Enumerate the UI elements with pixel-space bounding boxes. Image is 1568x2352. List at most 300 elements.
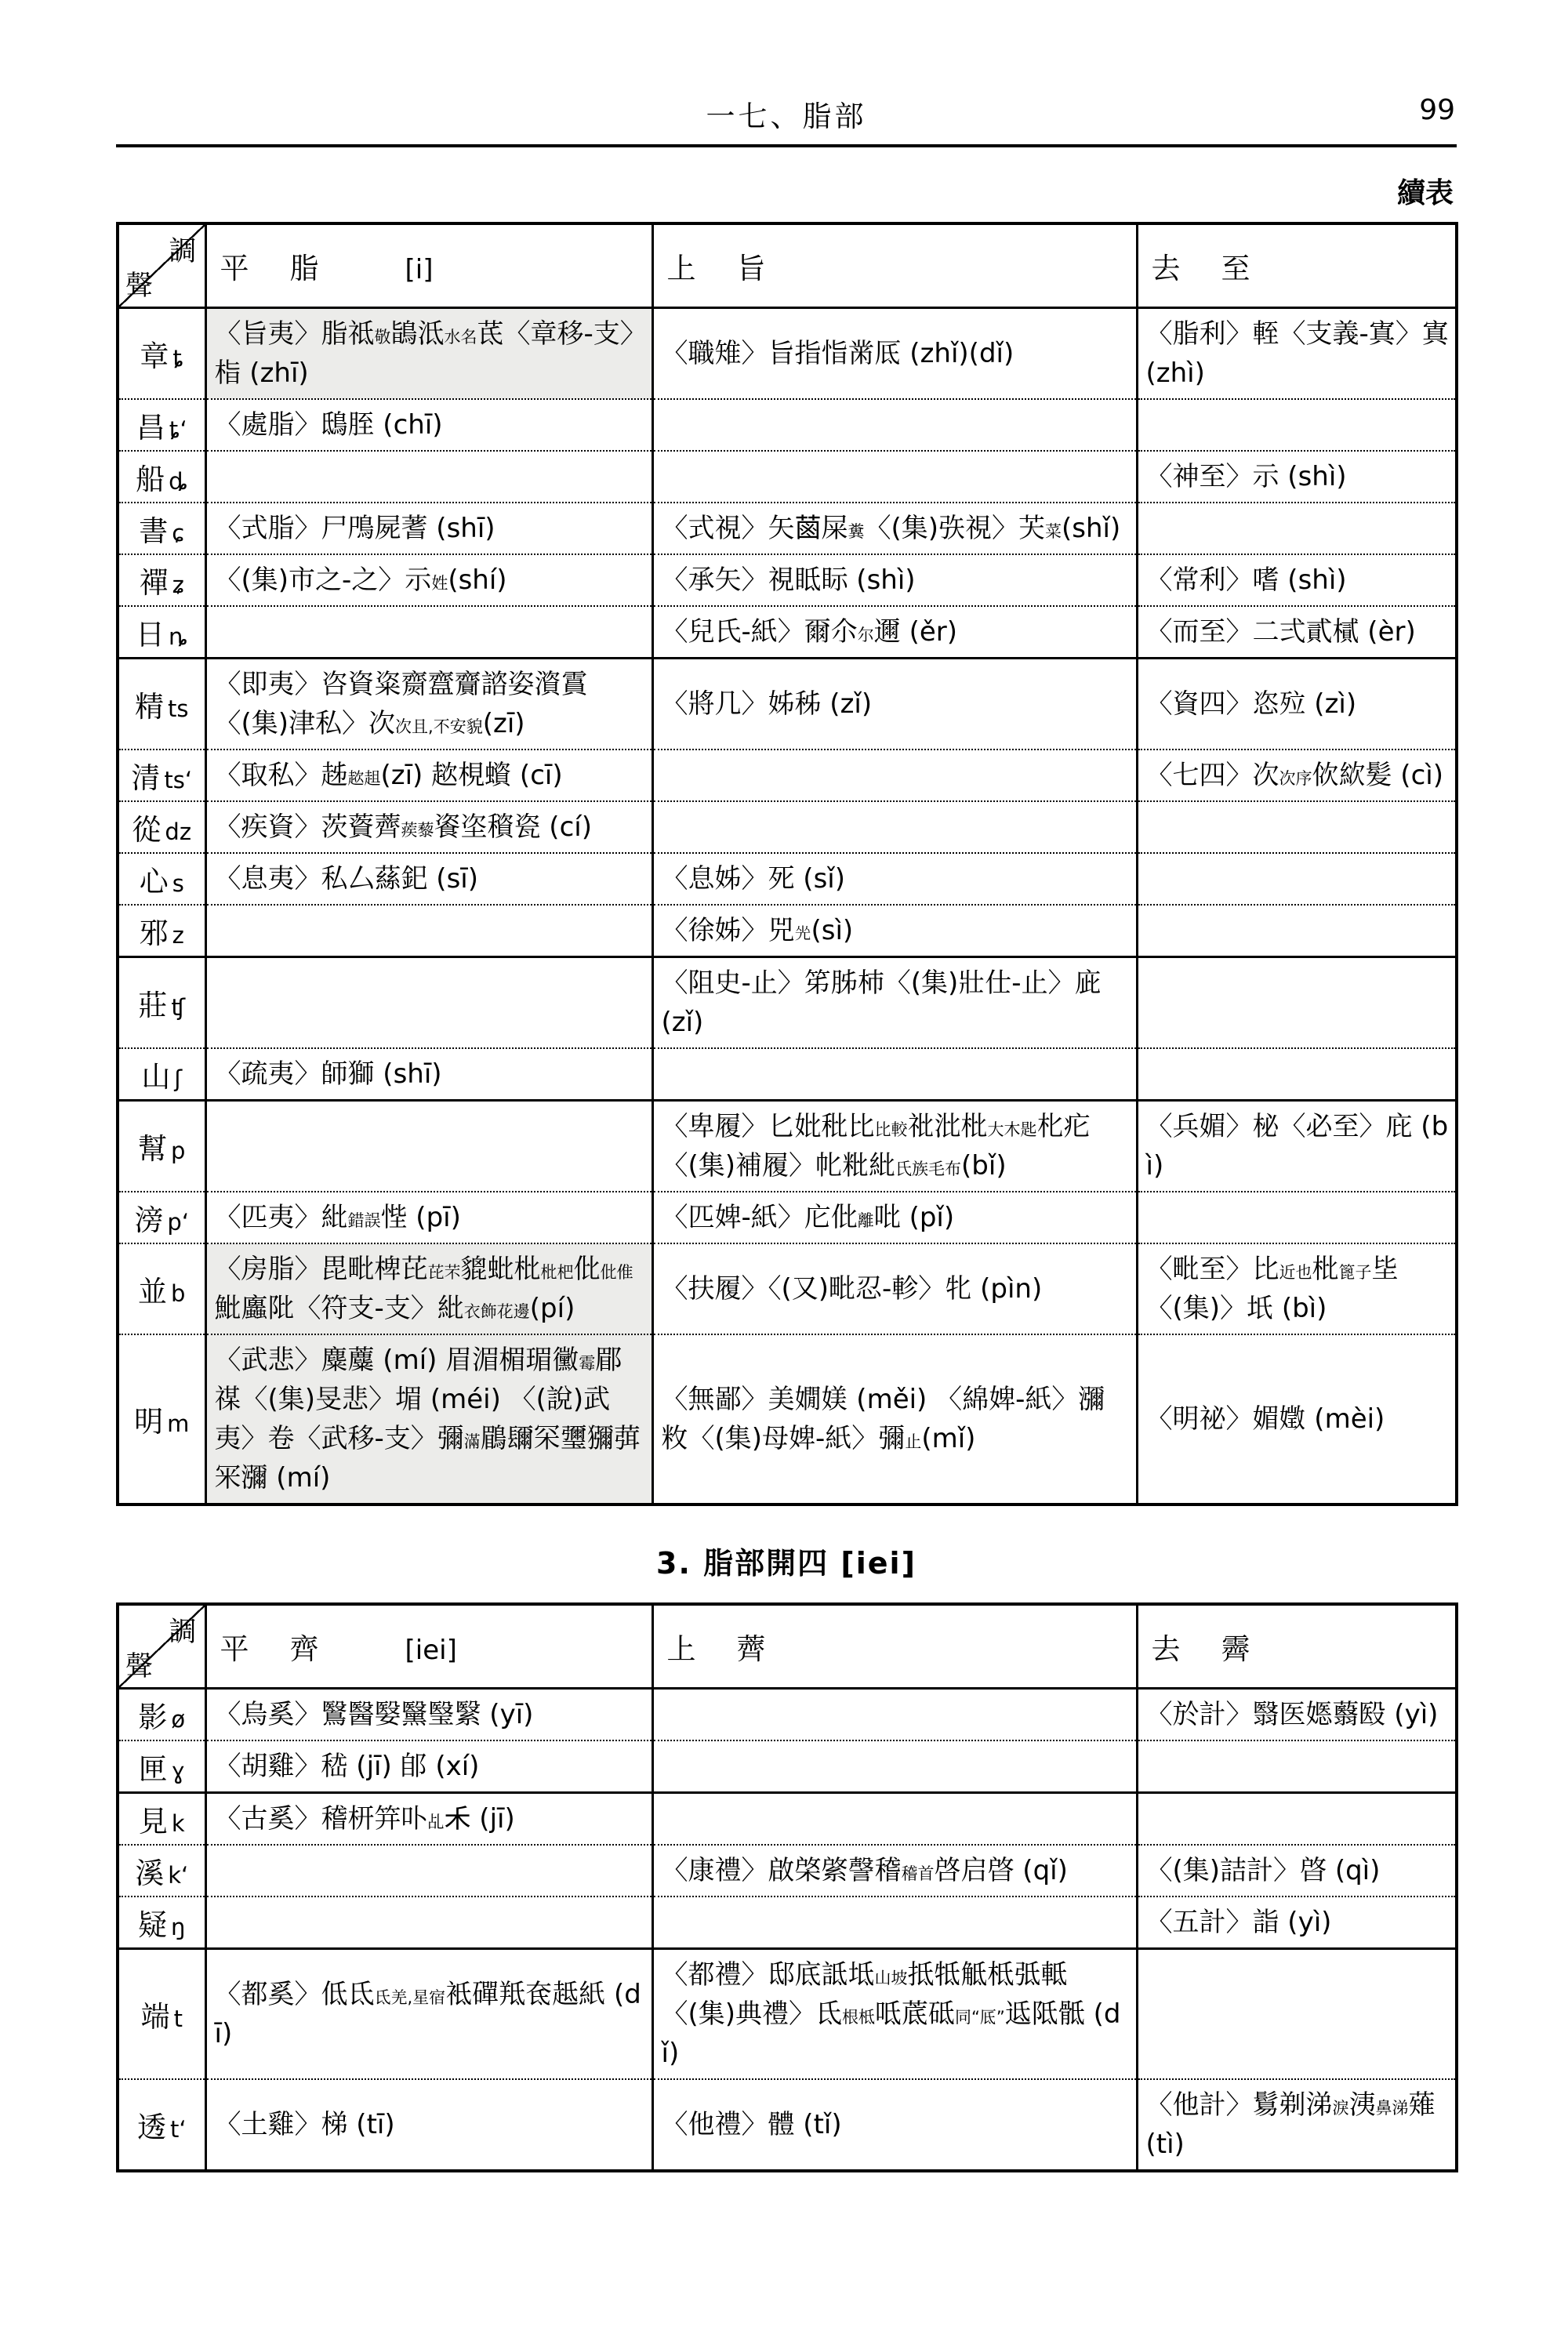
initial-ipa: b bbox=[171, 1280, 186, 1307]
ping-cell bbox=[205, 905, 652, 957]
tone-column-header-ping bbox=[205, 223, 652, 308]
initial-label: 日 bbox=[136, 618, 165, 652]
initial-ipa: t‘ bbox=[169, 2116, 187, 2143]
rhyme-table-zhi bbox=[116, 222, 1458, 1506]
tone-label: 平 bbox=[220, 1632, 249, 1666]
initial-label: 書 bbox=[139, 514, 169, 548]
table-row bbox=[118, 853, 1457, 905]
initial-label: 莊 bbox=[138, 989, 168, 1022]
entry-text: 袛磾羝奃趆紙 (dī) bbox=[214, 1979, 641, 2049]
table-row bbox=[118, 399, 1457, 451]
entry-text: 〈匹婢-紙〉庀仳 bbox=[661, 1202, 858, 1233]
qu-cell bbox=[1137, 2079, 1457, 2171]
entry-text: 〈於計〉翳医嫕蘙殹 (yì) bbox=[1145, 1699, 1439, 1730]
entry-text: (bǐ) bbox=[961, 1150, 1007, 1181]
initial-ipa: ts bbox=[168, 695, 189, 722]
initial-ipa: z bbox=[172, 922, 184, 949]
page-number: 99 bbox=[1419, 94, 1455, 126]
initial-label: 疑 bbox=[138, 1908, 168, 1942]
rhyme-label: 薺 bbox=[736, 1632, 766, 1666]
entry-text: 〈五計〉詣 (yì) bbox=[1145, 1907, 1332, 1938]
gloss-text: 氐羌,星宿 bbox=[374, 1988, 446, 2007]
shang-cell bbox=[652, 1845, 1137, 1896]
entry-text: 〈明祕〉媚嬍 (mèi) bbox=[1145, 1403, 1385, 1435]
initial-label: 溪 bbox=[135, 1857, 165, 1890]
entry-text: (zī) 趑梘蠀 (cī) bbox=[380, 760, 563, 791]
ping-cell bbox=[205, 750, 652, 801]
entry-text: 〈他計〉鬄剃涕 bbox=[1145, 2089, 1333, 2121]
shang-cell bbox=[652, 750, 1137, 801]
qu-cell bbox=[1137, 1048, 1457, 1101]
shang-cell bbox=[652, 853, 1137, 905]
table-row bbox=[118, 801, 1457, 853]
gloss-text: 淚 bbox=[1332, 2099, 1349, 2118]
initial-label: 明 bbox=[134, 1405, 164, 1439]
gloss-text: 仳倠 bbox=[600, 1263, 633, 1282]
initial-cell bbox=[118, 957, 205, 1049]
tone-column-header-qu bbox=[1137, 223, 1457, 308]
entry-text: 洟 bbox=[1348, 2089, 1376, 2121]
ping-cell bbox=[205, 554, 652, 606]
ping-cell bbox=[205, 1689, 652, 1741]
qu-cell bbox=[1137, 308, 1457, 400]
entry-text: 〈神至〉示 (shì) bbox=[1145, 461, 1347, 492]
entry-text: 抵牴觝柢弤軧〈(集)典禮〉氐 bbox=[661, 1959, 1068, 2030]
qu-cell bbox=[1137, 451, 1457, 503]
initial-ipa: ŋ bbox=[171, 1914, 186, 1940]
ping-cell bbox=[205, 1243, 652, 1334]
gloss-text: 根柢 bbox=[842, 2008, 876, 2027]
initial-label: 昌 bbox=[136, 411, 165, 445]
entry-text: 〈式視〉矢𦳊屎 bbox=[661, 513, 848, 544]
qu-cell bbox=[1137, 1334, 1457, 1504]
gloss-text: 滿 bbox=[463, 1432, 481, 1451]
initial-label: 端 bbox=[140, 2000, 170, 2034]
entry-text: 朼疕〈(集)補履〉㠲粃紕 bbox=[661, 1111, 1091, 1181]
initial-label: 幫 bbox=[138, 1132, 168, 1166]
initial-label: 精 bbox=[135, 690, 164, 724]
entry-text: 〈即夷〉咨資粢齌齍齎諮姿澬霣〈(集)津私〉次 bbox=[214, 669, 588, 739]
gloss-text: 山坡 bbox=[874, 1969, 908, 1987]
initial-ipa: ʑ bbox=[172, 572, 184, 598]
initial-cell bbox=[118, 801, 205, 853]
entry-text: 〈式脂〉尸鳲屍蓍 (shī) bbox=[214, 513, 495, 544]
shang-cell bbox=[652, 308, 1137, 400]
initial-label: 影 bbox=[138, 1700, 168, 1734]
qu-cell bbox=[1137, 905, 1457, 957]
gloss-text: 敬 bbox=[374, 328, 391, 347]
rhyme-ipa: [iei] bbox=[405, 1635, 457, 1666]
ping-cell bbox=[205, 1192, 652, 1243]
entry-text: 〈將几〉姊秭 (zǐ) bbox=[661, 688, 873, 720]
initial-label: 滂 bbox=[134, 1203, 164, 1237]
shang-cell bbox=[652, 503, 1137, 554]
entry-text: 〈徐姊〉兕 bbox=[661, 915, 795, 946]
entry-text: 〈息夷〉私厶蕬釲 (sī) bbox=[214, 863, 478, 895]
initial-ipa: p bbox=[171, 1138, 186, 1164]
corner-cell bbox=[118, 223, 205, 308]
entry-text: (sì) bbox=[811, 915, 854, 946]
table-row bbox=[118, 1048, 1457, 1101]
gloss-text: 次且,不安貌 bbox=[395, 717, 483, 736]
qu-cell bbox=[1137, 1896, 1457, 1949]
entry-text: 〈兒氏-紙〉爾尒 bbox=[661, 616, 858, 648]
entry-text: 邇 (ěr) bbox=[873, 616, 958, 648]
entry-text: 〈武悲〉麋蘪 (mí) 眉湄楣瑂黴 bbox=[214, 1345, 579, 1376]
rhyme-label: 霽 bbox=[1221, 1632, 1250, 1666]
entry-text: 〈職雉〉旨指恉黹厎 (zhǐ)(dǐ) bbox=[661, 338, 1014, 369]
shang-cell bbox=[652, 659, 1137, 750]
entry-text: 𥝌 (jī) bbox=[444, 1803, 515, 1835]
qu-cell bbox=[1137, 606, 1457, 659]
gloss-text: 霉 bbox=[579, 1354, 596, 1373]
entry-text: 餈垐䆅瓷 (cí) bbox=[434, 811, 592, 843]
entry-text: 〈(集)詰計〉晵 (qì) bbox=[1145, 1855, 1381, 1886]
initial-cell bbox=[118, 853, 205, 905]
initial-ipa: p‘ bbox=[167, 1209, 190, 1236]
ping-cell bbox=[205, 1896, 652, 1949]
initial-ipa: ȶ‘ bbox=[169, 416, 187, 443]
entry-text: (zī) bbox=[482, 708, 525, 739]
entry-text: 〈房脂〉毘毗椑芘 bbox=[214, 1254, 428, 1285]
qu-cell bbox=[1137, 957, 1457, 1049]
shang-cell bbox=[652, 399, 1137, 451]
entry-text: 䢑阺骶 (dǐ) bbox=[661, 1998, 1121, 2069]
qu-cell bbox=[1137, 399, 1457, 451]
table-row bbox=[118, 957, 1457, 1049]
initial-cell bbox=[118, 1334, 205, 1504]
initial-ipa: ȡ bbox=[169, 468, 188, 495]
gloss-text: 大木匙 bbox=[987, 1120, 1037, 1139]
entry-text: 啓启晵 (qǐ) bbox=[934, 1855, 1068, 1886]
table-row bbox=[118, 1101, 1457, 1192]
continued-label: 續表 bbox=[1396, 177, 1454, 209]
table-row bbox=[118, 1949, 1457, 2080]
entry-text: 〈旨夷〉脂祗 bbox=[214, 318, 375, 350]
initial-cell bbox=[118, 1048, 205, 1101]
gloss-text: 衣飾花邊 bbox=[463, 1302, 530, 1321]
entry-text: 悂 (pī) bbox=[380, 1202, 461, 1233]
tone-column-header-shang bbox=[652, 1604, 1137, 1689]
header-rule bbox=[116, 144, 1457, 147]
initial-ipa: k‘ bbox=[168, 1862, 189, 1889]
qu-cell bbox=[1137, 1949, 1457, 2080]
tone-label: 去 bbox=[1151, 252, 1181, 285]
table-row bbox=[118, 1192, 1457, 1243]
ping-cell bbox=[205, 503, 652, 554]
gloss-text: 芘芣 bbox=[427, 1263, 461, 1282]
qu-cell bbox=[1137, 1192, 1457, 1243]
initial-label: 從 bbox=[132, 813, 162, 847]
gloss-text: 錯誤 bbox=[347, 1211, 381, 1230]
initial-cell bbox=[118, 1689, 205, 1741]
ping-cell bbox=[205, 957, 652, 1049]
header-row bbox=[118, 1604, 1457, 1689]
entry-text: (mǐ) bbox=[921, 1423, 976, 1454]
entry-text: 〈胡雞〉嵇 (jī) 郋 (xí) bbox=[214, 1751, 480, 1782]
initial-cell bbox=[118, 1896, 205, 1949]
entry-text: 〈兵媚〉柲〈必至〉庇 (bì) bbox=[1145, 1111, 1449, 1181]
initial-cell bbox=[118, 659, 205, 750]
entry-text: 薙 (tì) bbox=[1145, 2089, 1436, 2160]
initial-label: 船 bbox=[136, 463, 165, 496]
entry-text: 〈都禮〉邸底詆坻 bbox=[661, 1959, 875, 1991]
initial-cell bbox=[118, 750, 205, 801]
entry-text: 〈卑履〉匕妣秕比 bbox=[661, 1111, 875, 1142]
rhyme-label: 旨 bbox=[736, 252, 766, 285]
initial-ipa: ɕ bbox=[172, 520, 185, 546]
shang-cell bbox=[652, 2079, 1137, 2171]
entry-text: 〈承矢〉視眡眎 (shì) bbox=[661, 564, 916, 596]
shang-cell bbox=[652, 801, 1137, 853]
entry-text: 〈七四〉次 bbox=[1145, 760, 1279, 791]
gloss-text: 鼻涕 bbox=[1375, 2099, 1409, 2118]
corner-label-initial: 聲 bbox=[125, 1651, 154, 1682]
gloss-text: 枇杷 bbox=[540, 1263, 574, 1282]
entry-text: 〈取私〉趀 bbox=[214, 760, 348, 791]
shang-cell bbox=[652, 1949, 1137, 2080]
ping-cell bbox=[205, 399, 652, 451]
initial-cell bbox=[118, 554, 205, 606]
initial-label: 禪 bbox=[139, 566, 169, 600]
rhyme-label: 至 bbox=[1221, 252, 1250, 285]
ping-cell bbox=[205, 1949, 652, 2080]
initial-label: 邪 bbox=[139, 916, 169, 950]
entry-text: 吡 (pǐ) bbox=[873, 1202, 955, 1233]
initial-ipa: ɣ bbox=[171, 1758, 185, 1784]
tone-label: 平 bbox=[220, 252, 249, 285]
ping-cell bbox=[205, 1048, 652, 1101]
gloss-text: 稽首 bbox=[901, 1864, 935, 1883]
entry-text: 茋〈章移-支〉栺 (zhī) bbox=[214, 318, 633, 389]
corner-label-tone: 調 bbox=[169, 236, 197, 267]
qu-cell bbox=[1137, 1243, 1457, 1334]
ping-cell bbox=[205, 1845, 652, 1896]
qu-cell bbox=[1137, 1793, 1457, 1846]
initial-ipa: ts‘ bbox=[164, 767, 193, 793]
entry-text: 〈他禮〉體 (tǐ) bbox=[661, 2109, 842, 2140]
entry-text: 〈阻史-止〉笫胏杮〈(集)壯仕-止〉庛 (zǐ) bbox=[661, 967, 1102, 1038]
entry-text: 〈無鄙〉美嫺媄 (měi) 〈綿婢-紙〉瀰敉〈(集)母婢-紙〉彌 bbox=[661, 1384, 1105, 1454]
initial-cell bbox=[118, 2079, 205, 2171]
table-row bbox=[118, 1689, 1457, 1741]
entry-text: 〈康禮〉啟棨綮謦稽 bbox=[661, 1855, 902, 1886]
shang-cell bbox=[652, 1896, 1137, 1949]
gloss-text: 𠒃 bbox=[794, 924, 811, 943]
entry-text: 〈都奚〉低氐 bbox=[214, 1979, 375, 2010]
entry-text: 〈(集)矤視〉芖 bbox=[864, 513, 1046, 544]
rhyme-table-zhi-kai4 bbox=[116, 1602, 1458, 2172]
gloss-text: 菜 bbox=[1045, 522, 1062, 541]
initial-cell bbox=[118, 1243, 205, 1334]
shang-cell bbox=[652, 1334, 1137, 1504]
initial-label: 匣 bbox=[138, 1752, 168, 1786]
rhyme-label: 齊 bbox=[289, 1632, 319, 1666]
entry-text: 〈疏夷〉師獅 (shī) bbox=[214, 1058, 442, 1090]
gloss-text: 止 bbox=[905, 1432, 922, 1451]
initial-cell bbox=[118, 1845, 205, 1896]
shang-cell bbox=[652, 1192, 1137, 1243]
entry-text: (pí) bbox=[529, 1293, 575, 1324]
qu-cell bbox=[1137, 1689, 1457, 1741]
table-row bbox=[118, 1896, 1457, 1949]
entry-text: 仳 bbox=[573, 1254, 601, 1285]
table-row bbox=[118, 1243, 1457, 1334]
initial-cell bbox=[118, 1949, 205, 2080]
gloss-text: 近也 bbox=[1279, 1263, 1312, 1282]
shang-cell bbox=[652, 1689, 1137, 1741]
initial-ipa: t bbox=[173, 2005, 183, 2032]
initial-cell bbox=[118, 399, 205, 451]
tone-column-header-qu bbox=[1137, 1604, 1457, 1689]
initial-cell bbox=[118, 1740, 205, 1793]
table-row bbox=[118, 1334, 1457, 1504]
initial-cell bbox=[118, 905, 205, 957]
rhyme-label: 脂 bbox=[289, 252, 319, 285]
header-row bbox=[118, 223, 1457, 308]
entry-text: 鶥镾罙瓕獼葞冞瀰 (mí) bbox=[214, 1423, 641, 1494]
ping-cell bbox=[205, 1334, 652, 1504]
ping-cell bbox=[205, 1101, 652, 1192]
gloss-text: 尔 bbox=[857, 626, 874, 644]
section-title: 3. 脂部開四 [iei] bbox=[656, 1546, 916, 1581]
shang-cell bbox=[652, 1793, 1137, 1846]
initial-label: 心 bbox=[139, 865, 169, 898]
entry-text: 坒〈(集)〉坁 (bì) bbox=[1145, 1254, 1399, 1324]
initial-label: 清 bbox=[131, 761, 161, 795]
entry-text: 〈毗至〉比 bbox=[1145, 1254, 1279, 1285]
initial-ipa: k bbox=[171, 1810, 185, 1837]
gloss-text: 離 bbox=[857, 1211, 874, 1230]
entry-text: 〈疾資〉茨薋薺 bbox=[214, 811, 401, 843]
ping-cell bbox=[205, 2079, 652, 2171]
qu-cell bbox=[1137, 659, 1457, 750]
initial-cell bbox=[118, 451, 205, 503]
ping-cell bbox=[205, 606, 652, 659]
entry-text: 〈土雞〉梯 (tī) bbox=[214, 2109, 395, 2140]
tone-label: 上 bbox=[666, 252, 696, 285]
table-row bbox=[118, 1740, 1457, 1793]
initial-ipa: dz bbox=[165, 818, 192, 845]
gloss-text: 比較 bbox=[874, 1120, 908, 1139]
initial-label: 並 bbox=[138, 1275, 168, 1308]
shang-cell bbox=[652, 1101, 1137, 1192]
initial-ipa: ȵ bbox=[169, 623, 188, 650]
initial-label: 章 bbox=[140, 339, 169, 373]
corner-label-tone: 調 bbox=[169, 1617, 197, 1648]
gloss-text: 水名 bbox=[444, 328, 477, 347]
ping-cell bbox=[205, 1740, 652, 1793]
shang-cell bbox=[652, 957, 1137, 1049]
entry-text: 〈資四〉恣㱞 (zì) bbox=[1145, 688, 1357, 720]
initial-ipa: m bbox=[167, 1410, 190, 1437]
shang-cell bbox=[652, 451, 1137, 503]
entry-text: 䃾沘枇 bbox=[907, 1111, 988, 1142]
table-row bbox=[118, 451, 1457, 503]
shang-cell bbox=[652, 1243, 1137, 1334]
initial-label: 透 bbox=[136, 2111, 166, 2144]
initial-label: 山 bbox=[141, 1060, 171, 1094]
ping-cell bbox=[205, 659, 652, 750]
gloss-text: 乩 bbox=[427, 1813, 445, 1831]
entry-text: 〈處脂〉鴟胵 (chī) bbox=[214, 409, 443, 441]
ping-cell bbox=[205, 853, 652, 905]
initial-ipa: ȶ bbox=[172, 345, 184, 372]
table-row bbox=[118, 308, 1457, 400]
shang-cell bbox=[652, 905, 1137, 957]
table-row bbox=[118, 2079, 1457, 2171]
entry-text: (shǐ) bbox=[1062, 513, 1121, 544]
entry-text: 貔蚍枇 bbox=[460, 1254, 541, 1285]
entry-text: (shí) bbox=[448, 564, 507, 596]
gloss-text: 蒺藜 bbox=[401, 821, 434, 840]
shang-cell bbox=[652, 554, 1137, 606]
corner-cell bbox=[118, 1604, 205, 1689]
tone-column-header-ping bbox=[205, 1604, 652, 1689]
entry-text: 〈(集)市之-之〉示 bbox=[214, 564, 432, 596]
table-row bbox=[118, 1845, 1457, 1896]
table-row bbox=[118, 503, 1457, 554]
ping-cell bbox=[205, 308, 652, 400]
entry-text: 枇 bbox=[1312, 1254, 1339, 1285]
table-row bbox=[118, 905, 1457, 957]
qu-cell bbox=[1137, 801, 1457, 853]
initial-cell bbox=[118, 1101, 205, 1192]
entry-text: 〈扶履〉〈(又)毗忍-軫〉牝 (pìn) bbox=[661, 1273, 1043, 1305]
qu-cell bbox=[1137, 503, 1457, 554]
initial-cell bbox=[118, 606, 205, 659]
ping-cell bbox=[205, 1793, 652, 1846]
ping-cell bbox=[205, 451, 652, 503]
entry-text: 〈息姊〉死 (sǐ) bbox=[661, 863, 845, 895]
entry-text: 〈脂利〉輊〈支義-寘〉寘 (zhì) bbox=[1145, 318, 1449, 389]
initial-ipa: ʃ bbox=[174, 1065, 183, 1092]
gloss-text: 同“厎” bbox=[955, 2008, 1005, 2027]
gloss-text: 姓 bbox=[431, 574, 448, 593]
initial-ipa: ʧ bbox=[171, 994, 186, 1021]
qu-cell bbox=[1137, 554, 1457, 606]
entry-text: 〈常利〉嗜 (shì) bbox=[1145, 564, 1347, 596]
table-row bbox=[118, 1793, 1457, 1846]
entry-text: 呧菧砥 bbox=[875, 1998, 956, 2030]
gloss-text: 糞 bbox=[848, 522, 865, 541]
qu-cell bbox=[1137, 750, 1457, 801]
entry-text: 〈匹夷〉紕 bbox=[214, 1202, 348, 1233]
qu-cell bbox=[1137, 1740, 1457, 1793]
qu-cell bbox=[1137, 853, 1457, 905]
initial-cell bbox=[118, 1192, 205, 1243]
initial-ipa: ø bbox=[171, 1706, 186, 1733]
table-row bbox=[118, 659, 1457, 750]
table-row bbox=[118, 554, 1457, 606]
entry-text: 郿禖〈(集)旻悲〉堳 (méi) 〈(說)武夷〉卷〈武移-支〉彌 bbox=[214, 1345, 622, 1454]
entry-text: 〈烏奚〉鷖醫嫛黳瑿繄 (yī) bbox=[214, 1699, 534, 1730]
gloss-text: 次序 bbox=[1279, 769, 1312, 788]
rhyme-ipa: [i] bbox=[405, 254, 434, 285]
initial-cell bbox=[118, 308, 205, 400]
page-header bbox=[116, 93, 1457, 132]
entry-text: 魮蠯阰〈符支-支〉紕 bbox=[214, 1293, 464, 1324]
ping-cell bbox=[205, 801, 652, 853]
tone-label: 去 bbox=[1151, 1632, 1181, 1666]
entry-text: 〈古奚〉稽枅笄卟 bbox=[214, 1803, 428, 1835]
initial-cell bbox=[118, 503, 205, 554]
shang-cell bbox=[652, 1740, 1137, 1793]
tone-column-header-shang bbox=[652, 223, 1137, 308]
gloss-text: 氏族毛布 bbox=[895, 1160, 962, 1178]
entry-text: 鴲泜 bbox=[390, 318, 445, 350]
shang-cell bbox=[652, 606, 1137, 659]
